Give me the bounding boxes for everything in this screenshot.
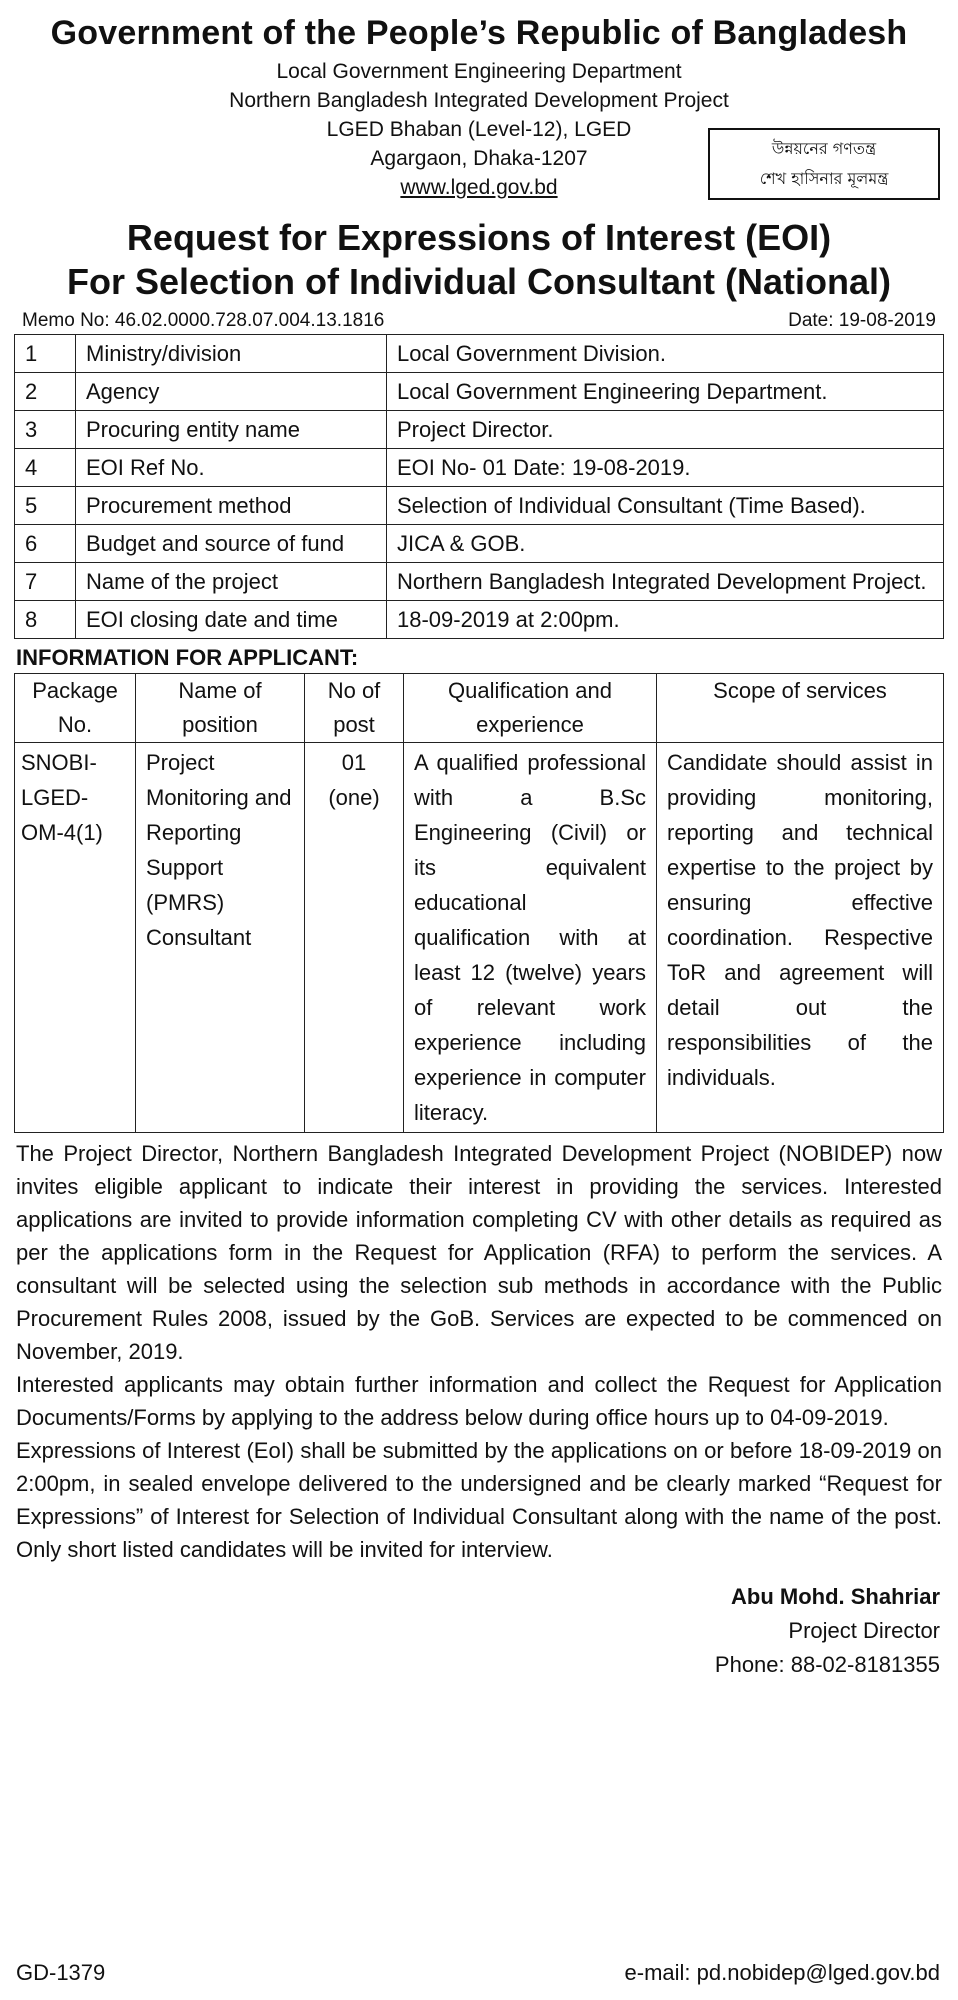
body-paragraph-2: Interested applicants may obtain further information and collect the Request for Application Documents/Forms by applying to the address below during office hours up to 04-09-2019. xyxy=(16,1372,942,1430)
row-value: Local Government Division. xyxy=(387,335,944,373)
row-number: 1 xyxy=(15,335,76,373)
body-paragraph-1: The Project Director, Northern Bangladesh Integrated Development Project (NOBIDEP) now invites eligible applicant to indicate their interest in providing the services. Interested applications are invited to provide information completing CV with other details as required as per the applications form in the Request for Application (RFA) to perform the services. A consultant will be selected using the selection sub methods in accordance with the Public Procurement Rules 2008, issued by the GoB. Services are expected to be commenced on November, 2019. xyxy=(16,1141,942,1364)
position-name: Project Monitoring and Reporting Support (PMRS) Consultant xyxy=(136,743,305,1133)
row-number: 8 xyxy=(15,601,76,639)
table-row xyxy=(15,373,944,411)
header-scope: Scope of services xyxy=(657,674,944,743)
table-header-row xyxy=(15,674,944,743)
row-number: 5 xyxy=(15,487,76,525)
gd-number: GD-1379 xyxy=(16,1960,106,1985)
row-label: Agency xyxy=(76,373,387,411)
address-line-2: Agargaon, Dhaka-1207 xyxy=(370,147,588,170)
qualification: A qualified professional with a B.Sc Engineering (Civil) or its equivalent educational qualification with at least 12 (twelve) years of relevant work experience including experience in computer literacy. xyxy=(404,743,657,1133)
signatory-designation: Project Director xyxy=(788,1618,940,1643)
header-qualification: Qualification and experience xyxy=(404,674,657,743)
row-value: Project Director. xyxy=(387,411,944,449)
project-name: Northern Bangladesh Integrated Development Project xyxy=(229,89,729,112)
memo-number: Memo No: 46.02.0000.728.07.004.13.1816 xyxy=(22,310,385,331)
body-paragraph-3: Expressions of Interest (EoI) shall be submitted by the applications on or before 18-09-2019 on 2:00pm, in sealed envelope delivered to the undersigned and be clearly marked “Request for Expressions” of Interest for Selection of Individual Consultant along with the name of the post. Only short listed candidates will be invited for interview. xyxy=(16,1438,942,1562)
header-posts: No of post xyxy=(305,674,404,743)
notice-title-line-2: For Selection of Individual Consultant (National) xyxy=(66,261,891,302)
row-value: Northern Bangladesh Integrated Development Project. xyxy=(387,563,944,601)
table-row xyxy=(15,743,944,1133)
row-number: 6 xyxy=(15,525,76,563)
memo-date: Date: 19-08-2019 xyxy=(788,310,936,331)
website-link[interactable]: www.lged.gov.bd xyxy=(400,176,558,199)
row-number: 7 xyxy=(15,563,76,601)
notice-title xyxy=(14,216,944,304)
row-label: Procuring entity name xyxy=(76,411,387,449)
row-value: Local Government Engineering Department. xyxy=(387,373,944,411)
row-value: Selection of Individual Consultant (Time Based). xyxy=(387,487,944,525)
memo-row xyxy=(14,304,944,334)
row-value: EOI No- 01 Date: 19-08-2019. xyxy=(387,449,944,487)
signatory-phone: Phone: 88-02-8181355 xyxy=(714,1652,940,1677)
row-label: Budget and source of fund xyxy=(76,525,387,563)
row-label: Procurement method xyxy=(76,487,387,525)
table-row xyxy=(15,449,944,487)
notice-body xyxy=(14,1137,944,1566)
row-number: 4 xyxy=(15,449,76,487)
slogan-line-2: শেখ হাসিনার মূলমন্ত্র xyxy=(759,169,889,188)
row-number: 2 xyxy=(15,373,76,411)
table-row xyxy=(15,601,944,639)
applicant-table xyxy=(14,673,944,1133)
table-row xyxy=(15,487,944,525)
package-number: SNOBI-LGED-OM-4(1) xyxy=(15,743,136,1133)
applicant-section-title: INFORMATION FOR APPLICANT: xyxy=(16,645,359,670)
table-row xyxy=(15,563,944,601)
signature-block xyxy=(14,1580,944,1682)
row-label: EOI closing date and time xyxy=(76,601,387,639)
row-label: Name of the project xyxy=(76,563,387,601)
header-package: Package No. xyxy=(15,674,136,743)
row-value: JICA & GOB. xyxy=(387,525,944,563)
slogan-line-1: উন্নয়নের গণতন্ত্র xyxy=(771,139,877,158)
row-label: EOI Ref No. xyxy=(76,449,387,487)
row-value: 18-09-2019 at 2:00pm. xyxy=(387,601,944,639)
table-row xyxy=(15,335,944,373)
government-title: Government of the People’s Republic of Bangladesh xyxy=(50,14,908,52)
row-label: Ministry/division xyxy=(76,335,387,373)
header-position: Name of position xyxy=(136,674,305,743)
signatory-email[interactable]: e-mail: pd.nobidep@lged.gov.bd xyxy=(624,1960,940,1985)
address-line-1: LGED Bhaban (Level-12), LGED xyxy=(326,118,632,141)
table-row xyxy=(15,525,944,563)
slogan-box xyxy=(708,128,940,200)
row-number: 3 xyxy=(15,411,76,449)
table-row xyxy=(15,411,944,449)
notice-title-line-1: Request for Expressions of Interest (EOI) xyxy=(126,217,832,258)
department-name: Local Government Engineering Department xyxy=(276,60,682,83)
scope-of-services: Candidate should assist in providing monitoring, reporting and technical expertise to the project by ensuring effective coordination. Respective ToR and agreement will detail out the responsibilities of the individuals. xyxy=(657,743,944,1133)
signatory-name: Abu Mohd. Shahriar xyxy=(731,1584,940,1609)
post-count: 01 (one) xyxy=(305,743,404,1133)
eoi-info-table xyxy=(14,334,944,639)
